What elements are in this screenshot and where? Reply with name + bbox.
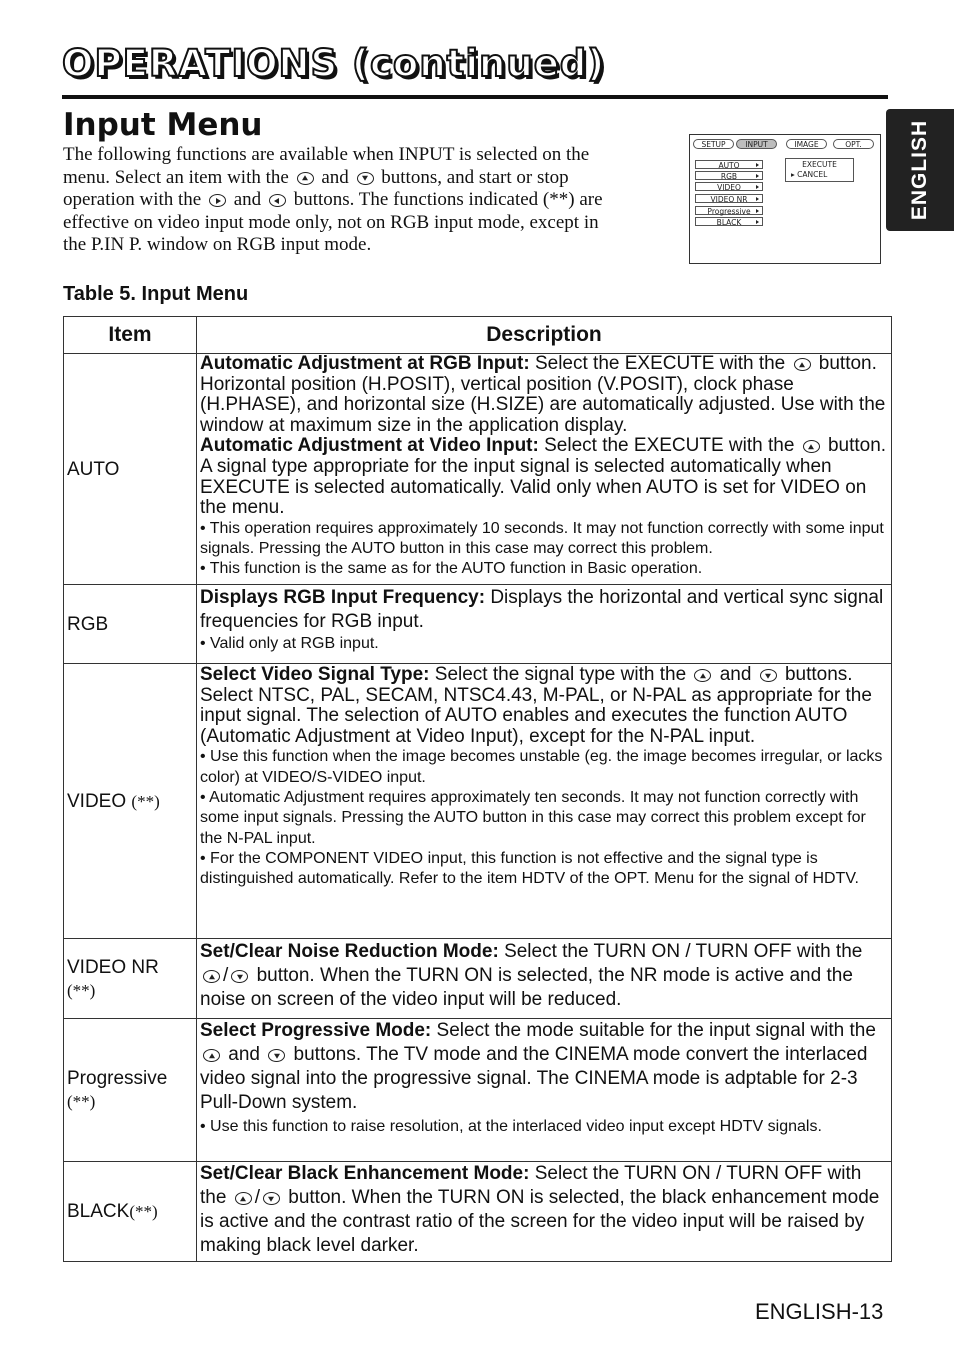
intro-line: effective on video input mode only, not on RGB input mode, except in [63,211,599,233]
description-cell: Set/Clear Black Enhancement Mode: Select the TURN ON / TURN OFF with the / button. When the TURN ON is selected, the black enhancement mode is active and the contrast ratio of the screen for the video input will be raised by making black level darker. [197,1162,892,1262]
item-cell: Progressive (**) [64,1019,197,1162]
page-number: ENGLISH-13 [755,1299,884,1324]
page-header-title: OPERATIONS (continued) [62,42,606,85]
description-note: • Automatic Adjustment requires approximately ten seconds. It may not function correctly with some input signals. Pressing the AUTO button in this case may correct this problem except for the N-PAL input. [200,788,866,847]
language-side-tab [886,109,954,231]
description-title: Automatic Adjustment at RGB Input: [200,353,530,374]
menu-tab-opt: OPT. [833,139,874,149]
table-row [64,1162,892,1262]
table-caption: Table 5. Input Menu [63,283,249,305]
table-header-row [64,317,892,354]
left-button-icon [269,194,286,207]
input-menu-screenshot [689,134,881,264]
up-button-icon [235,1192,252,1205]
intro-paragraph [63,144,663,257]
section-title: Input Menu [63,107,263,143]
description-note: • Use this function to raise resolution, at the interlaced video input except HDTV signals. [200,1118,822,1135]
menu-tab-input: INPUT [736,139,777,149]
item-cell: VIDEO NR (**) [64,939,197,1019]
up-button-icon [794,358,811,371]
description-cell: Select Video Signal Type: Select the signal type with the and buttons. Select NTSC, PAL, SECAM, NTSC4.43, M-PAL, or N-PAL as appropriate for the input signal. The selection of AUTO enables and executes the function AUTO (Automatic Adjustment at Video Input), except for the N-PAL input. • Use this function when the image becomes unstable (eg. the image becomes irregular, or lacks color) at VIDEO/S-VIDEO input. • Automatic Adjustment requires approximately ten seconds. It may not function correctly with some input signals. Pressing the AUTO button in this case may correct this problem except for the N-PAL input. • For the COMPONENT VIDEO input, this function is not effective and the signal type is distinguished automatically. Refer to the item HDTV of the OPT. Menu for the signal of HDTV. [197,664,892,939]
table-row [64,1019,892,1162]
menu-item-progressive: Progressive [695,206,763,215]
description-title: Select Progressive Mode: [200,1020,432,1041]
description-title: Automatic Adjustment at Video Input: [200,435,539,457]
down-button-icon [263,1192,280,1205]
language-label: ENGLISH [908,119,931,221]
menu-submenu [785,158,854,182]
intro-line: menu. Select an item with the and buttons, and start or stop [63,166,569,188]
description-note: • For the COMPONENT VIDEO input, this function is not effective and the signal type is distinguished automatically. Refer to the item HDTV of the OPT. Menu for the signal of HDTV. [200,849,859,888]
description-title: Displays RGB Input Frequency: [200,587,486,608]
description-cell: Set/Clear Noise Reduction Mode: Select the TURN ON / TURN OFF with the / button. When the TURN ON is selected, the NR mode is active and the noise on screen of the video input will be reduced. [197,939,892,1019]
description-note: • This function is the same as for the AUTO function in Basic operation. [200,560,703,578]
column-header-description: Description [197,317,892,354]
up-button-icon [203,970,220,983]
down-button-icon [760,669,777,682]
header-rule [62,95,888,99]
right-button-icon [209,194,226,207]
menu-item-black: BLACK [695,217,763,226]
up-button-icon [203,1049,220,1062]
description-note: • This operation requires approximately 10 seconds. It may not function correctly with some input signals. Pressing the AUTO button in this case may correct this problem. [200,519,884,558]
menu-item-auto: AUTO [695,160,763,169]
menu-tab-image: IMAGE [786,139,827,149]
description-note: • Valid only at RGB input. [200,635,379,652]
description-title: Select Video Signal Type: [200,664,430,685]
table-row [64,939,892,1019]
submenu-execute: EXECUTE [802,160,837,169]
down-button-icon [231,970,248,983]
column-header-item: Item [64,317,197,354]
submenu-cancel: ▸ CANCEL [791,170,828,179]
input-menu-table [63,316,892,1262]
table-row [64,354,892,585]
intro-line: The following functions are available when INPUT is selected on the [63,144,590,165]
table-row [64,664,892,939]
down-button-icon [268,1049,285,1062]
up-button-icon [694,669,711,682]
description-cell: Displays RGB Input Frequency: Displays the horizontal and vertical sync signal frequencies for RGB input. • Valid only at RGB input. [197,585,892,664]
item-cell: RGB [64,585,197,664]
down-button-icon [357,172,374,185]
description-title: Set/Clear Noise Reduction Mode: [200,941,499,962]
description-cell: Select Progressive Mode: Select the mode suitable for the input signal with the and buttons. The TV mode and the CINEMA mode convert the interlaced video signal into the progressive signal. The CINEMA mode is adptable for 2-3 Pull-Down system. • Use this function to raise resolution, at the interlaced video input except HDTV signals. [197,1019,892,1162]
item-cell: BLACK(**) [64,1162,197,1262]
intro-line: operation with the and buttons. The functions indicated (**) are [63,189,603,211]
intro-line: the P.IN P. window on RGB input mode. [63,234,372,256]
table-row [64,585,892,664]
description-title: Set/Clear Black Enhancement Mode: [200,1163,530,1184]
menu-item-video-nr: VIDEO NR [695,194,763,203]
item-cell: AUTO [64,354,197,585]
menu-item-video: VIDEO [695,182,763,191]
up-button-icon [297,172,314,185]
menu-tab-setup: SETUP [693,139,734,149]
description-note: • Use this function when the image becomes unstable (eg. the image becomes irregular, or lacks color) at VIDEO/S-VIDEO input. [200,748,883,786]
menu-item-rgb: RGB [695,171,763,180]
item-cell: VIDEO (**) [64,664,197,939]
up-button-icon [803,440,820,453]
description-cell: Automatic Adjustment at RGB Input: Select the EXECUTE with the button. Horizontal position (H.POSIT), vertical position (V.POSIT), clock phase (H.PHASE), and horizontal size (H.SIZE) are automatically adjusted. Use with the window at maximum size in the application display. Automatic Adjustment at Video Input: Select the EXECUTE with the button. A signal type appropriate for the input signal is selected automatically when EXECUTE is selected automatically. Valid only when AUTO is set for VIDEO on the menu. • This operation requires approximately 10 seconds. It may not function correctly with some input signals. Pressing the AUTO button in this case may correct this problem. • This function is the same as for the AUTO function in Basic operation. [197,354,892,585]
